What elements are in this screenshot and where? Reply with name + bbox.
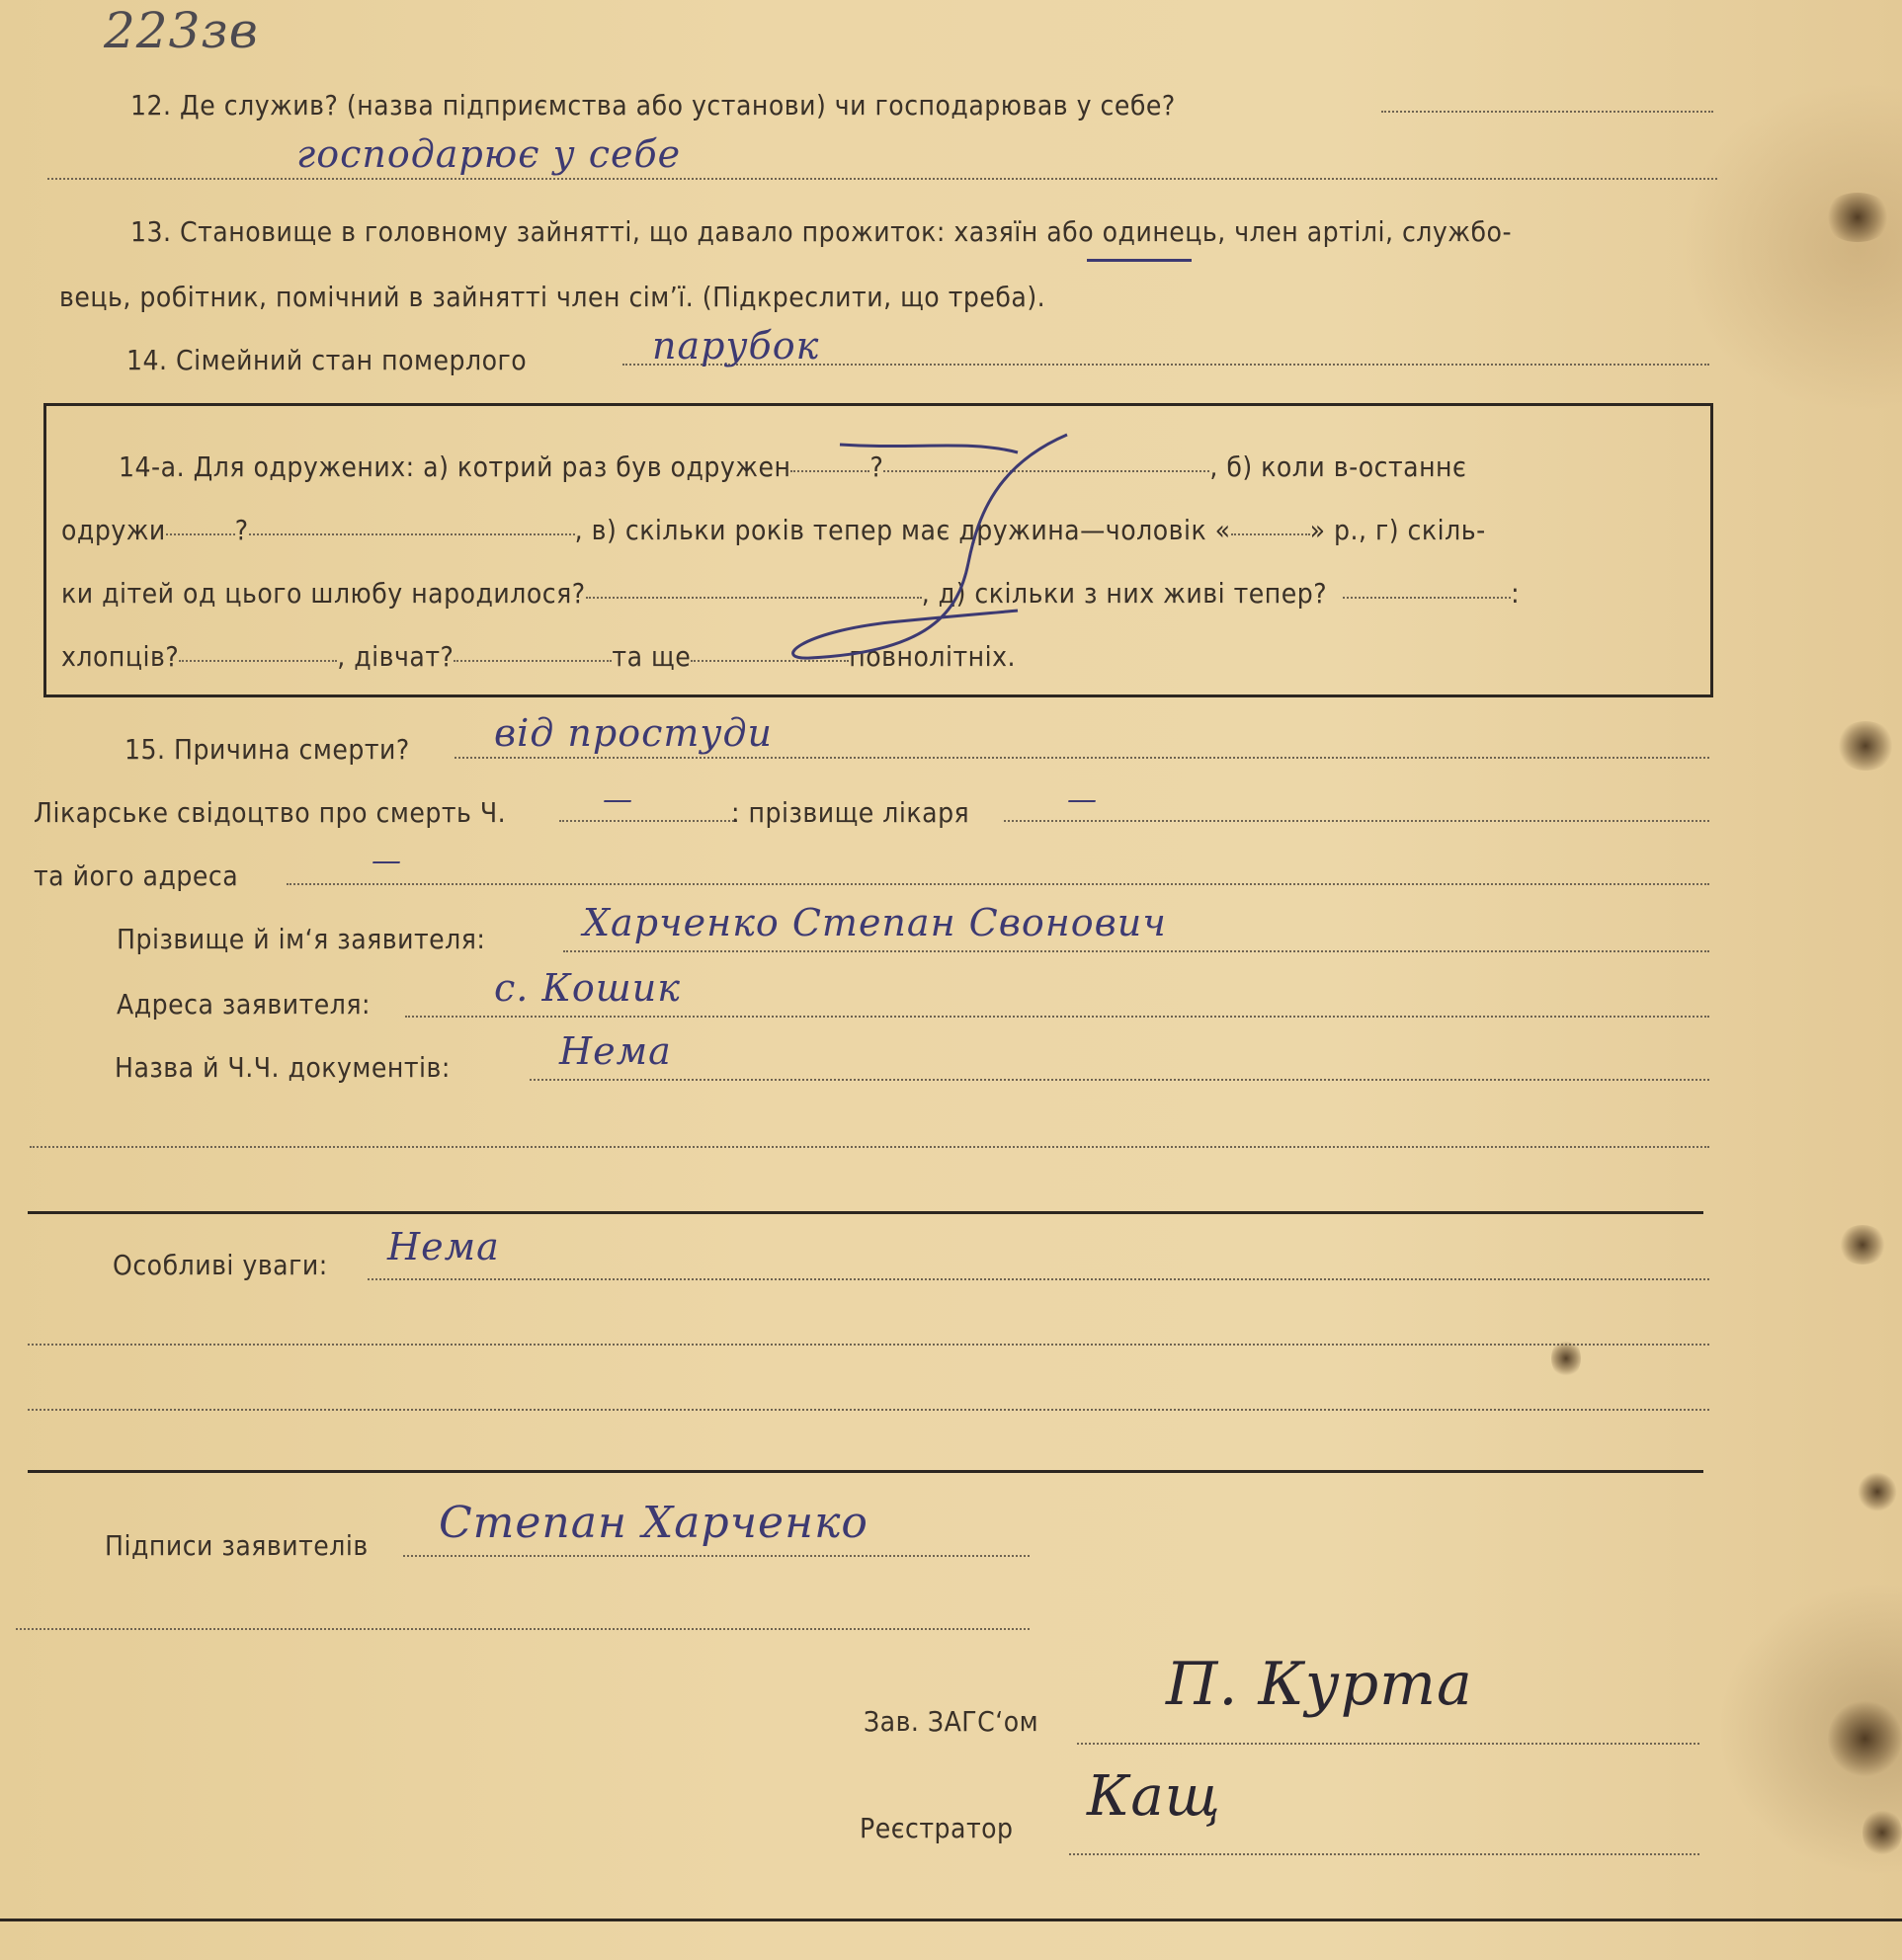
q13-line1	[130, 215, 1512, 248]
q13-handwritten-underline	[1087, 259, 1192, 262]
q14a-dots	[249, 533, 575, 535]
medical-answer-3: —	[372, 844, 402, 878]
applicant-address-label: Адреса заявителя:	[117, 988, 372, 1021]
registrar-label: Реєстратор	[860, 1812, 1014, 1844]
applicant-name-value: Харченко Степан Свонович	[583, 901, 1167, 944]
binding-hole-mark	[1838, 1225, 1887, 1265]
bottom-line	[0, 1919, 1902, 1921]
remarks-dotline-3	[28, 1409, 1709, 1411]
q14a-dots	[1231, 533, 1310, 535]
remarks-value: Нема	[387, 1225, 500, 1268]
q15-label: 15. Причина смерти?	[124, 733, 410, 766]
q13-line1-suffix: або одинець, член артілі, службо-	[1037, 215, 1513, 248]
applicant-name-label: Прізвище й ім‘я заявителя:	[117, 923, 486, 955]
q14a-dots	[1343, 597, 1511, 599]
registrar-dotline	[1069, 1853, 1699, 1855]
remarks-dotline-2	[28, 1344, 1709, 1346]
q14a-dots	[179, 660, 337, 662]
head-signature-dotline	[1077, 1743, 1699, 1745]
medical-answer-2: —	[1067, 782, 1098, 817]
q14a-dots	[166, 533, 235, 535]
q14a-line2-text: одружи	[61, 514, 166, 546]
medical-label-2: : прізвище лікаря	[731, 796, 970, 829]
head-signature: П. Курта	[1166, 1650, 1473, 1719]
q14a-line1-text: 14-а. Для одружених: а) котрий раз був одружен	[119, 450, 791, 483]
applicant-docs-dotline	[530, 1079, 1709, 1081]
medical-dotline-1	[559, 820, 737, 822]
registrar-signature: Кащ	[1087, 1764, 1221, 1829]
q13-line2: вець, робітник, помічний в зайнятті член сім’ї. (Підкреслити, що треба).	[59, 281, 1046, 313]
binding-hole-mark	[1828, 1699, 1902, 1778]
separator-line-1	[28, 1211, 1703, 1214]
q14a-line2-tail: » р., г) скіль-	[1309, 514, 1486, 546]
q13-line1-prefix: 13. Становище в головному зайнятті, що давало прожиток:	[130, 215, 954, 248]
medical-label-3: та його адреса	[34, 859, 239, 892]
head-signature-label: Зав. ЗАГС‘ом	[864, 1705, 1039, 1738]
applicant-docs-value: Нема	[559, 1029, 672, 1073]
archive-number: 223зв	[104, 2, 259, 59]
q15-dotline	[455, 757, 1709, 759]
medical-label-1: Лікарське свідоцтво про смерть Ч.	[34, 796, 507, 829]
separator-line-2	[28, 1470, 1703, 1473]
q15-answer: від простуди	[494, 711, 774, 755]
q14-answer: парубок	[652, 324, 820, 368]
applicant-docs-label: Назва й Ч.Ч. документів:	[115, 1051, 451, 1084]
q12-dotline-2	[47, 178, 1717, 180]
q14a-strikethrough-mark	[771, 425, 1166, 672]
binding-hole-mark	[1823, 193, 1892, 242]
q14a-line4-a: хлопців?	[61, 640, 180, 673]
applicants-signature-dotline	[403, 1555, 1030, 1557]
q14a-dots	[454, 660, 612, 662]
q13-underlined-option: хазяїн	[953, 215, 1038, 248]
blank-dotline	[30, 1146, 1709, 1148]
applicants-signature-dotline-2	[16, 1628, 1030, 1630]
applicant-address-value: с. Кошик	[494, 966, 681, 1010]
q14a-line4-b: , дівчат?	[337, 640, 455, 673]
binding-hole-mark	[1862, 1808, 1902, 1857]
q14a-line3-mid: , д) скільки з них живі тепер?	[921, 577, 1328, 610]
applicant-name-dotline	[563, 950, 1709, 952]
applicants-signature-label: Підписи заявителів	[105, 1529, 369, 1562]
q12-dotline-1	[1381, 111, 1713, 113]
q14a-line4-c: та ще	[612, 640, 692, 673]
q14a-line1-tail: , б) коли в-останнє	[1209, 450, 1467, 483]
binding-hole-mark	[1858, 1472, 1897, 1511]
q14-label: 14. Сімейний стан померлого	[126, 344, 528, 376]
applicants-signature: Степан Харченко	[439, 1498, 868, 1548]
q14a-line3-text: ки дітей од цього шлюбу народилося?	[61, 577, 586, 610]
q12-answer: господарює у себе	[296, 132, 682, 176]
q14a-line2-mid: , в) скільки років тепер має дружина—чоловік «	[574, 514, 1231, 546]
medical-answer-1: —	[603, 782, 633, 817]
medical-dotline-2	[1004, 820, 1709, 822]
medical-dotline-3	[287, 883, 1709, 885]
binding-hole-mark	[1836, 721, 1895, 771]
q14a-line4-d: повнолітніх.	[849, 640, 1017, 673]
q14a-qmark: ?	[869, 450, 884, 483]
binding-hole-mark	[1551, 1339, 1581, 1378]
q14a-line3-tail: :	[1511, 577, 1521, 610]
q14a-qmark: ?	[234, 514, 249, 546]
remarks-label: Особливі уваги:	[113, 1249, 328, 1281]
remarks-dotline-1	[368, 1278, 1709, 1280]
q12-label: 12. Де служив? (назва підприємства або установи) чи господарював у себе?	[130, 89, 1176, 122]
applicant-address-dotline	[405, 1016, 1709, 1018]
